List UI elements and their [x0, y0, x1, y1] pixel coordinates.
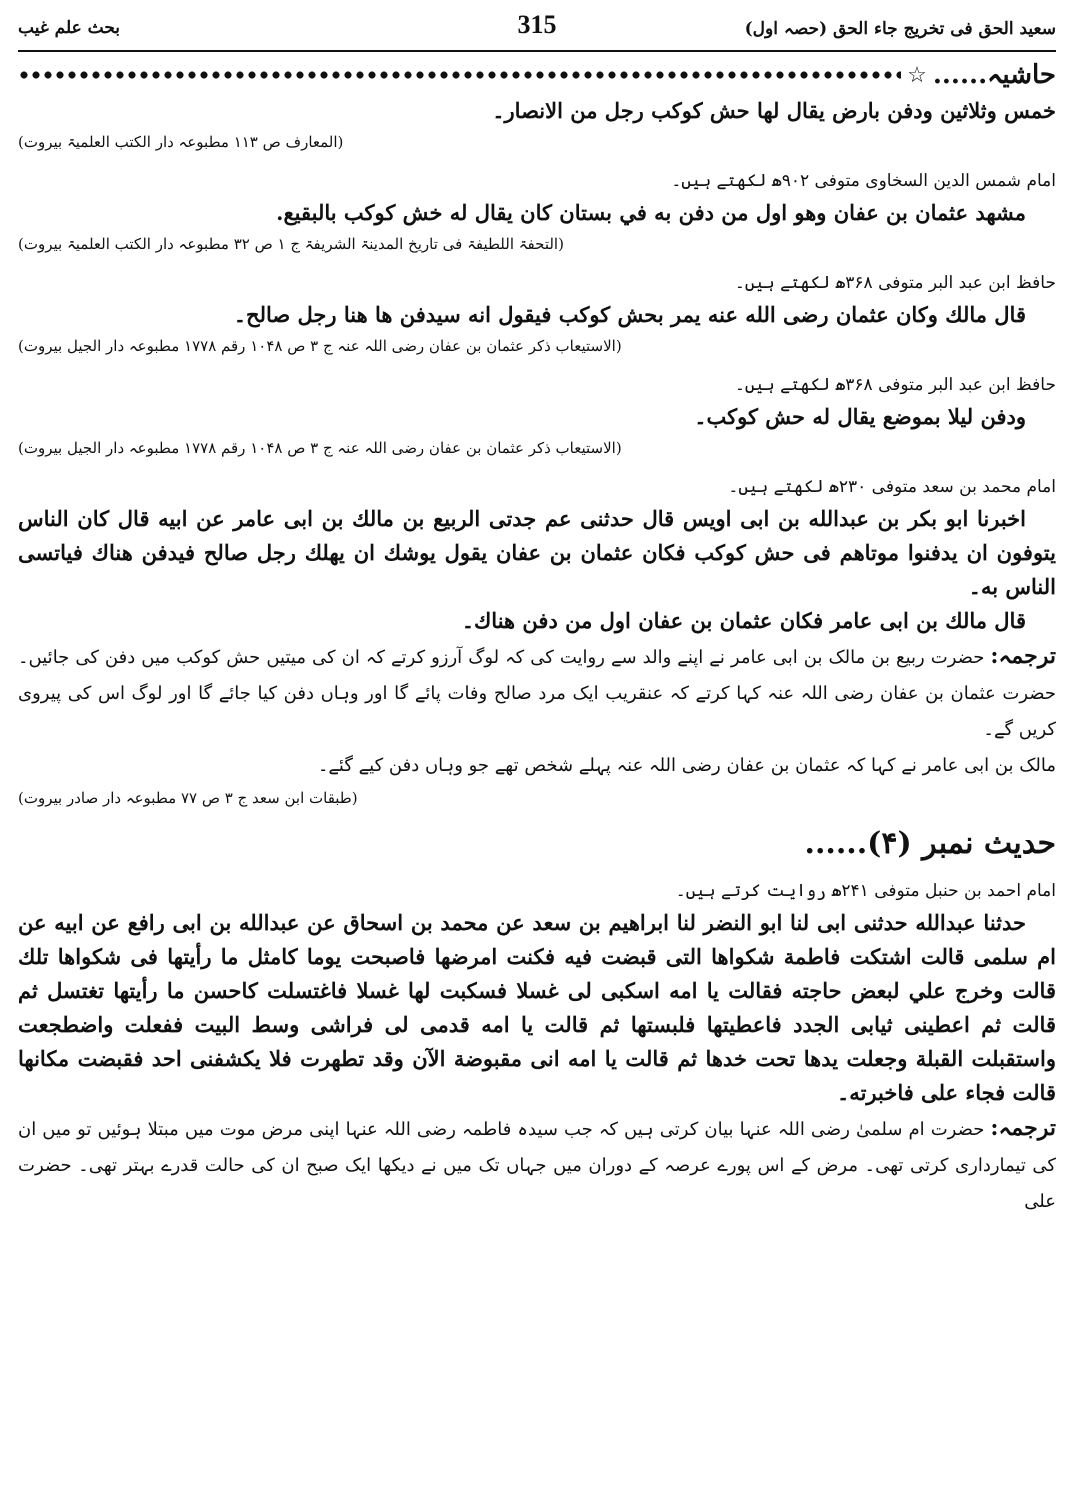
translation-paragraph — [18, 638, 1056, 748]
urdu-intro: حافظ ابن عبد البر متوفی ۳۶۸ھ لکھتے ہیں۔ — [734, 375, 1056, 395]
translation-label: ترجمہ: — [990, 1115, 1056, 1141]
citation: (الاستیعاب ذکر عثمان بن عفان رضی اللہ عنہ ج ۳ ص ۱۰۴۸ رقم ۱۷۷۸ مطبوعہ دار الجیل بیروت) — [18, 439, 622, 457]
translation-label: ترجمہ: — [990, 643, 1056, 669]
urdu-intro: حافظ ابن عبد البر متوفی ۳۶۸ھ لکھتے ہیں۔ — [734, 273, 1056, 293]
hadith-heading: حدیث نمبر (۴)...... — [804, 826, 1056, 861]
translation-paragraph — [18, 1110, 1056, 1220]
citation: (المعارف ص ۱۱۳ مطبوعہ دار الکتب العلمیۃ بیروت) — [18, 133, 344, 151]
star-icon: ☆ — [907, 62, 927, 88]
arabic-text: خمس وثلاثين ودفن بارض يقال لها حش كوكب رجل من الانصار۔ — [492, 98, 1056, 123]
citation: (الاستیعاب ذکر عثمان بن عفان رضی اللہ عنہ ج ۳ ص ۱۰۴۸ رقم ۱۷۷۸ مطبوعہ دار الجیل بیروت) — [18, 337, 622, 355]
urdu-intro: امام محمد بن سعد متوفی ۲۳۰ھ لکھتے ہیں۔ — [728, 477, 1056, 497]
urdu-intro: امام احمد بن حنبل متوفی ۲۴۱ھ روایت کرتے ہیں۔ — [675, 881, 1056, 901]
arabic-text: قال مالك بن ابى عامر فكان عثمان بن عفان اول من دفن هناك۔ — [461, 608, 1026, 633]
section-title: بحث علم غیب — [18, 18, 121, 38]
page-number: 315 — [517, 10, 557, 39]
arabic-text: اخبرنا ابو بكر بن عبدالله بن ابى اويس قال حدثنى عم جدتى الربيع بن مالك بن ابى عامر عن ابيه قال كان الناس يتوفون ان يدفنوا موتاهم فى حش كوكب فكان عثمان بن عفان يقول يوشك ان يهلك رجل صالح فيدفن هناك فياتسى الناس به۔ — [18, 506, 1056, 599]
urdu-intro: امام شمس الدین السخاوی متوفی ۹۰۲ھ لکھتے ہیں۔ — [671, 171, 1056, 191]
arabic-text: حدثنا عبدالله حدثنى ابى لنا ابو النضر لنا ابراهيم بن سعد عن محمد بن اسحاق عن عبدالله بن ابى رافع عن ابيه عن ام سلمى قالت اشتكت فاطمة شكواها التى قبضت فيه فكنت امرضها فاصبحت يوما كامثل ما رأيتها فى شكواها تلك قالت وخرج علي لبعض حاجته فقالت يا امه اسكبى لى غسلا فسكبت لها غسلا فاغتسلت كاحسن ما رأيتها تغتسل ثم قالت ثم اعطينى ثيابى الجدد فاعطيتها فلبستها ثم قالت يا امه قدمى لى فراشى وسط البيت ففعلت واضطجعت واستقبلت القبلة وجعلت يدها تحت خدها ثم قالت يا امه انى مقبوضة الآن وقد تطهرت فلا يكشفنى احد فقبضت مكانها قالت فجاء على فاخبرته۔ — [18, 910, 1056, 1105]
urdu-text: مالک بن ابی عامر نے کہا کہ عثمان بن عفان رضی اللہ عنہ پہلے شخص تھے جو وہاں دفن کیے گئے۔ — [317, 755, 1056, 776]
arabic-text: مشهد عثمان بن عفان وهو اول من دفن به في بستان كان يقال له خش كوكب بالبقيع. — [276, 200, 1026, 225]
dotted-rule — [18, 71, 901, 79]
hashiya-heading — [18, 56, 1056, 94]
translation-text: حضرت ام سلمیٰ رضی اللہ عنہا بیان کرتی ہیں کہ جب سیدہ فاطمہ رضی اللہ عنہا اپنی مرض موت میں مبتلا ہوئیں تو میں ان کی تیمارداری کرتی تھی۔ مرض کے اس پورے عرصہ کے دوران میں جہاں تک میں نے دیکھا ایک صبح ان کی حالت قدرے بہتر تھی۔ حضرت علی — [18, 1119, 1056, 1212]
hashiya-title: حاشیہ...... — [932, 60, 1056, 90]
translation-text: حضرت ربیع بن مالک بن ابی عامر نے اپنے والد سے روایت کی کہ لوگ آرزو کرتے کہ ان کی میتیں حش کوکب میں دفن کی جائیں۔ حضرت عثمان بن عفان رضی اللہ عنہ کہا کرتے کہ عنقریب ایک مرد صالح وفات پائے گا اور وہاں دفن کیا جائے گا اور لوگ اس کی پیروی کریں گے۔ — [18, 647, 1056, 740]
citation: (التحفۃ اللطیفۃ فی تاریخ المدینۃ الشریفۃ ج ۱ ص ۳۲ مطبوعہ دار الکتب العلمیۃ بیروت) — [18, 235, 564, 253]
book-title: سعید الحق فی تخریج جاء الحق (حصہ اول) — [744, 19, 1056, 39]
page-header — [18, 10, 1056, 52]
arabic-text: قال مالك وكان عثمان رضى الله عنه يمر بحش كوكب فيقول انه سيدفن ها هنا رجل صالح۔ — [233, 302, 1026, 327]
citation: (طبقات ابن سعد ج ۳ ص ۷۷ مطبوعہ دار صادر بیروت) — [18, 789, 358, 807]
arabic-text: ودفن ليلا بموضع يقال له حش كوكب۔ — [694, 404, 1026, 429]
